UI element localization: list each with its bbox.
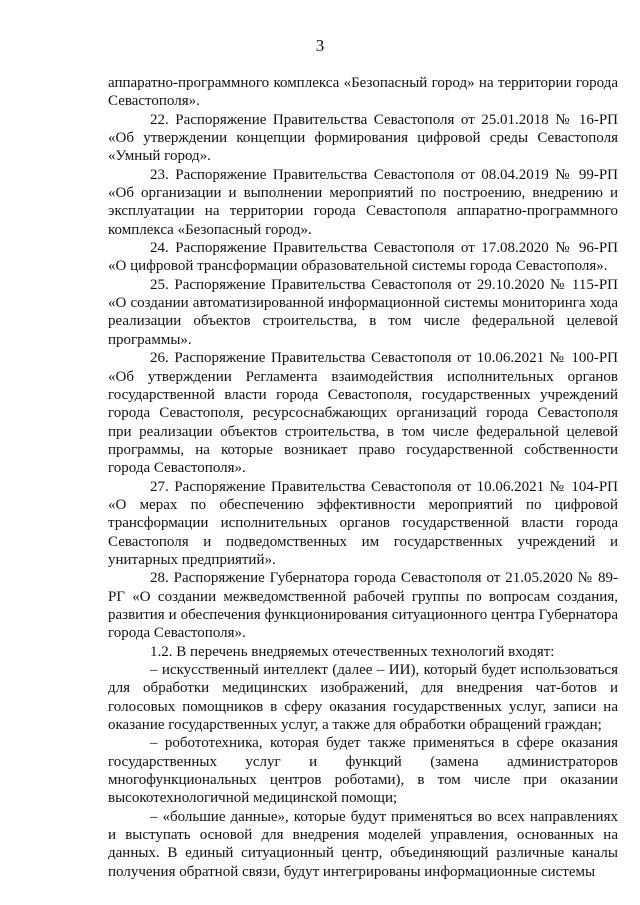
list-item-ai: – искусственный интеллект (далее – ИИ), который будет использоваться для обработки медицинских изображений, для внедрения чат-ботов и голосовых помощников в сферу оказания государственных услуг, записи на оказание государственных услуг, а также для обработки обращений граждан; <box>108 662 618 734</box>
document-body <box>108 74 618 881</box>
list-item-robotics: – робототехника, которая будет также применяться в сфере оказания государственных услуг и функций (замена администраторов многофункциональных центров роботами), в том числе при оказании высокотехнологичной медицинской помощи; <box>108 735 618 807</box>
paragraph-continuation: аппаратно-программного комплекса «Безопасный город» на территории города Севастополя». <box>108 75 618 110</box>
paragraph-item-25: 25. Распоряжение Правительства Севастополя от 29.10.2020 № 115-РП «О создании автоматизированной информационной системы мониторинга хода реализации объектов строительства, в том числе федеральной целевой программы». <box>108 276 618 348</box>
paragraph-item-27: 27. Распоряжение Правительства Севастополя от 10.06.2021 № 104-РП «О мерах по обеспечению эффективности мероприятий по цифровой трансформации исполнительных органов государственной власти города Севастополя и подведомственных им государственных учреждений и унитарных предприятий». <box>108 478 618 568</box>
paragraph-item-28: 28. Распоряжение Губернатора города Севастополя от 21.05.2020 № 89-РГ «О создании межведомственной рабочей группы по вопросам создания, развития и обеспечения функционирования ситуационного центра Губернатора города Севастополя». <box>108 570 618 642</box>
paragraph-section-1-2: 1.2. В перечень внедряемых отечественных технологий входят: <box>150 643 555 660</box>
paragraph-item-22: 22. Распоряжение Правительства Севастополя от 25.01.2018 № 16-РП «Об утверждении концепции формирования цифровой среды Севастополя «Умный город». <box>108 111 618 165</box>
paragraph-item-26: 26. Распоряжение Правительства Севастополя от 10.06.2021 № 100-РП «Об утверждении Регламента взаимодействия исполнительных органов государственной власти города Севастополя, государственных учреждений города Севастополя, ресурсоснабжающих организаций города Севастополя при реализации объектов строительства, в том числе федеральной целевой программы, на которые возникает право государственной собственности города Севастополя». <box>108 350 618 477</box>
page-number: 3 <box>315 36 325 55</box>
paragraph-item-23: 23. Распоряжение Правительства Севастополя от 08.04.2019 № 99-РП «Об организации и выполнении мероприятий по построению, внедрению и эксплуатации на территории города Севастополя аппаратно-программного комплекса «Безопасный город». <box>108 166 618 238</box>
paragraph-item-24: 24. Распоряжение Правительства Севастополя от 17.08.2020 № 96-РП «О цифровой трансформации образовательной системы города Севастополя». <box>108 240 618 275</box>
list-item-big-data: – «большие данные», которые будут применяться во всех направлениях и выступать основой для внедрения моделей управления, основанных на данных. В единый ситуационный центр, объединяющий различные каналы получения обратной связи, будут интегрированы информационные системы <box>108 808 618 880</box>
